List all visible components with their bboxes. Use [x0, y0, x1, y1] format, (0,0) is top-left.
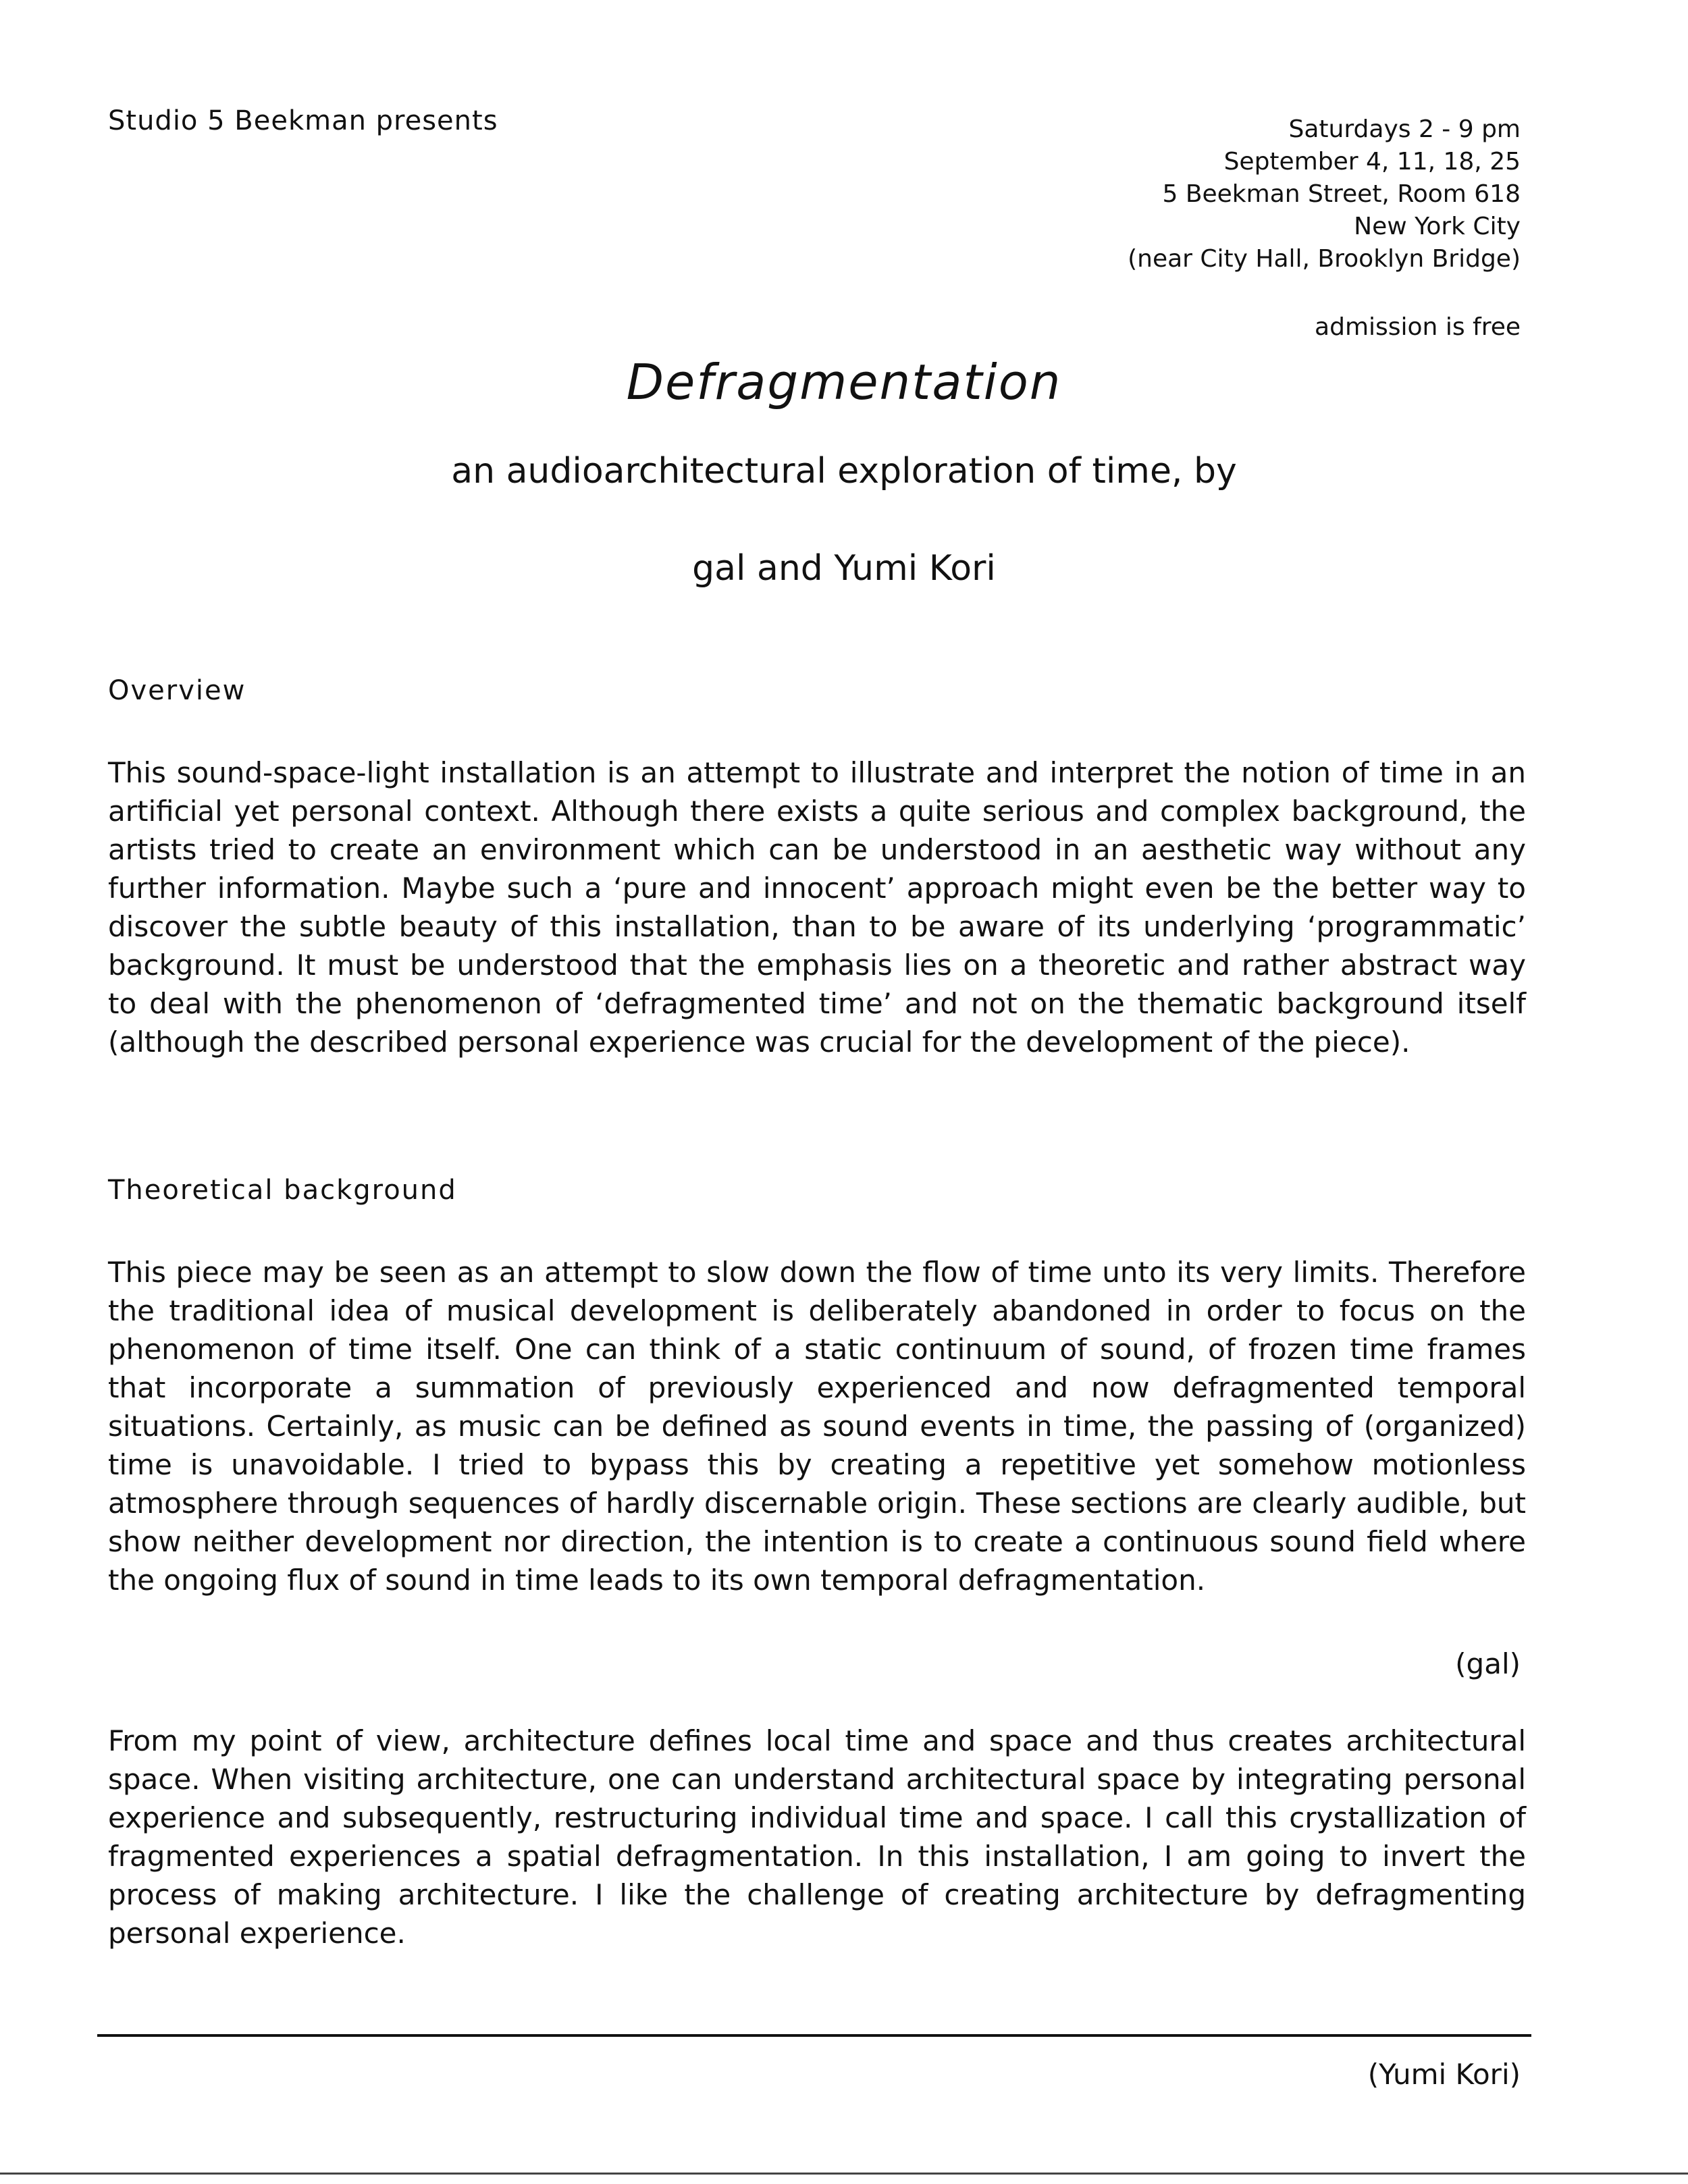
event-info-block: [1128, 113, 1521, 275]
theory-paragraph: This piece may be seen as an attempt to slow down the flow of time unto its very limits. Therefore the traditional idea of musical development is deliberately abandoned in order to focus on the phenomenon of time itself. One can think of a static continuum of sound, of frozen time frames that incorporate a summation of previously experienced and now defragmented temporal situations. Certainly, as music can be defined as sound events in time, the passing of (organized) time is unavoidable. I tried to bypass this by creating a repetitive yet somehow motionless atmosphere through sequences of hardly discernable origin. These sections are clearly audible, but show neither development nor direction, the intention is to create a continuous sound field where the ongoing flux of sound in time leads to its own temporal defragmentation.: [108, 1256, 1526, 1597]
event-city: New York City: [1354, 213, 1521, 240]
event-location-note: (near City Hall, Brooklyn Bridge): [1128, 245, 1521, 273]
event-schedule: Saturdays 2 - 9 pm: [1288, 115, 1521, 143]
overview-paragraph: This sound-space-light installation is an attempt to illustrate and interpret the notion of time in an artificial yet personal context. Although there exists a quite serious and complex background, the artists tried to create an environment which can be understood in an aesthetic way without any further information. Maybe such a ‘pure and innocent’ approach might even be the better way to discover the subtle beauty of this installation, than to be aware of its underlying ‘programmatic’ background. It must be understood that the emphasis lies on a theoretic and rather abstract way to deal with the phenomenon of ‘defragmented time’ and not on the thematic background itself (although the described personal experience was crucial for the development of the piece).: [108, 756, 1526, 1059]
page-title: Defragmentation: [626, 354, 1062, 410]
horizontal-rule: [97, 2034, 1531, 2037]
architecture-paragraph: From my point of view, architecture defines local time and space and thus creates architectural space. When visiting architecture, one can understand architectural space by integrating personal experience and subsequently, restructuring individual time and space. I call this crystallization of fragmented experiences a spatial defragmentation. In this installation, I am going to invert the process of making architecture. I like the challenge of creating architecture by defragmenting personal experience.: [108, 1724, 1526, 1950]
presenter-line: Studio 5 Beekman presents: [108, 105, 498, 136]
theory-heading: Theoretical background: [108, 1175, 457, 1206]
yumi-kori-signature: (Yumi Kori): [1367, 2058, 1521, 2091]
scan-edge-line: [0, 2173, 1688, 2175]
overview-heading: Overview: [108, 675, 246, 706]
admission-note: admission is free: [1315, 313, 1521, 341]
page-authors: gal and Yumi Kori: [692, 548, 996, 589]
event-address: 5 Beekman Street, Room 618: [1162, 180, 1521, 208]
page-subtitle: an audioarchitectural exploration of time, by: [451, 451, 1237, 491]
event-dates: September 4, 11, 18, 25: [1223, 148, 1521, 176]
gal-signature: (gal): [1455, 1647, 1521, 1680]
